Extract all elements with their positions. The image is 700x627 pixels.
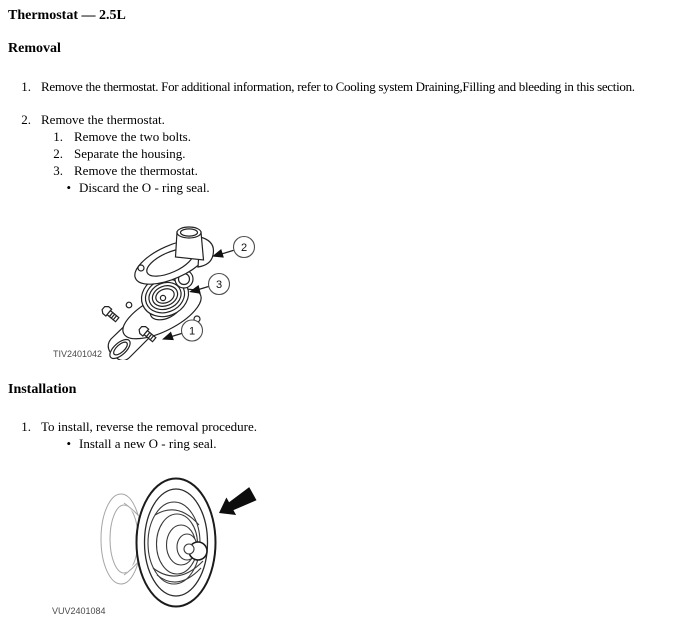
list-item [0, 418, 700, 435]
list-item [0, 179, 700, 196]
list-marker: 1. [21, 419, 31, 434]
leader-arrow-icon [161, 332, 174, 344]
list-item [0, 435, 700, 452]
bullet-marker: • [66, 180, 71, 195]
list-marker: 1. [21, 79, 31, 94]
list-item [0, 162, 700, 179]
step-text: To install, reverse the removal procedure. [41, 419, 258, 434]
step-text: Remove the thermostat. For additional information, refer to Cooling system Draining,Filling and bleeding in this section. [41, 79, 635, 94]
installation-step-1 [0, 418, 700, 452]
svg-text:2: 2 [240, 242, 248, 254]
figure1-caption: TIV2401042 [53, 349, 103, 359]
list-item [0, 111, 700, 128]
svg-text:3: 3 [215, 279, 223, 291]
direction-arrow-icon [214, 485, 258, 521]
substep-text: Remove the two bolts. [74, 129, 191, 144]
removal-step-2 [0, 111, 700, 196]
list-item [0, 145, 700, 162]
figure-exploded-view [50, 215, 265, 360]
section-heading-removal: Removal [8, 41, 61, 56]
list-marker: 1. [53, 129, 63, 144]
list-marker: 2. [53, 146, 63, 161]
step-text: Remove the thermostat. [41, 112, 165, 127]
list-item [0, 78, 700, 95]
callout-2-badge [211, 237, 255, 261]
page-title: Thermostat — 2.5L [8, 8, 126, 23]
removal-step-1 [0, 78, 700, 95]
substep-text: Install a new O - ring seal. [79, 436, 217, 451]
substep-text: Remove the thermostat. [74, 163, 198, 178]
list-marker: 3. [53, 163, 63, 178]
substep-text: Separate the housing. [74, 146, 186, 161]
section-heading-installation: Installation [8, 382, 77, 397]
figure2-caption: VUV2401084 [52, 606, 106, 616]
figure-thermostat [50, 465, 265, 615]
list-marker: 2. [21, 112, 31, 127]
list-item [0, 128, 700, 145]
substep-text: Discard the O - ring seal. [79, 180, 210, 195]
bolt-icon [101, 305, 121, 323]
svg-text:1: 1 [188, 325, 196, 338]
bullet-marker: • [66, 436, 71, 451]
